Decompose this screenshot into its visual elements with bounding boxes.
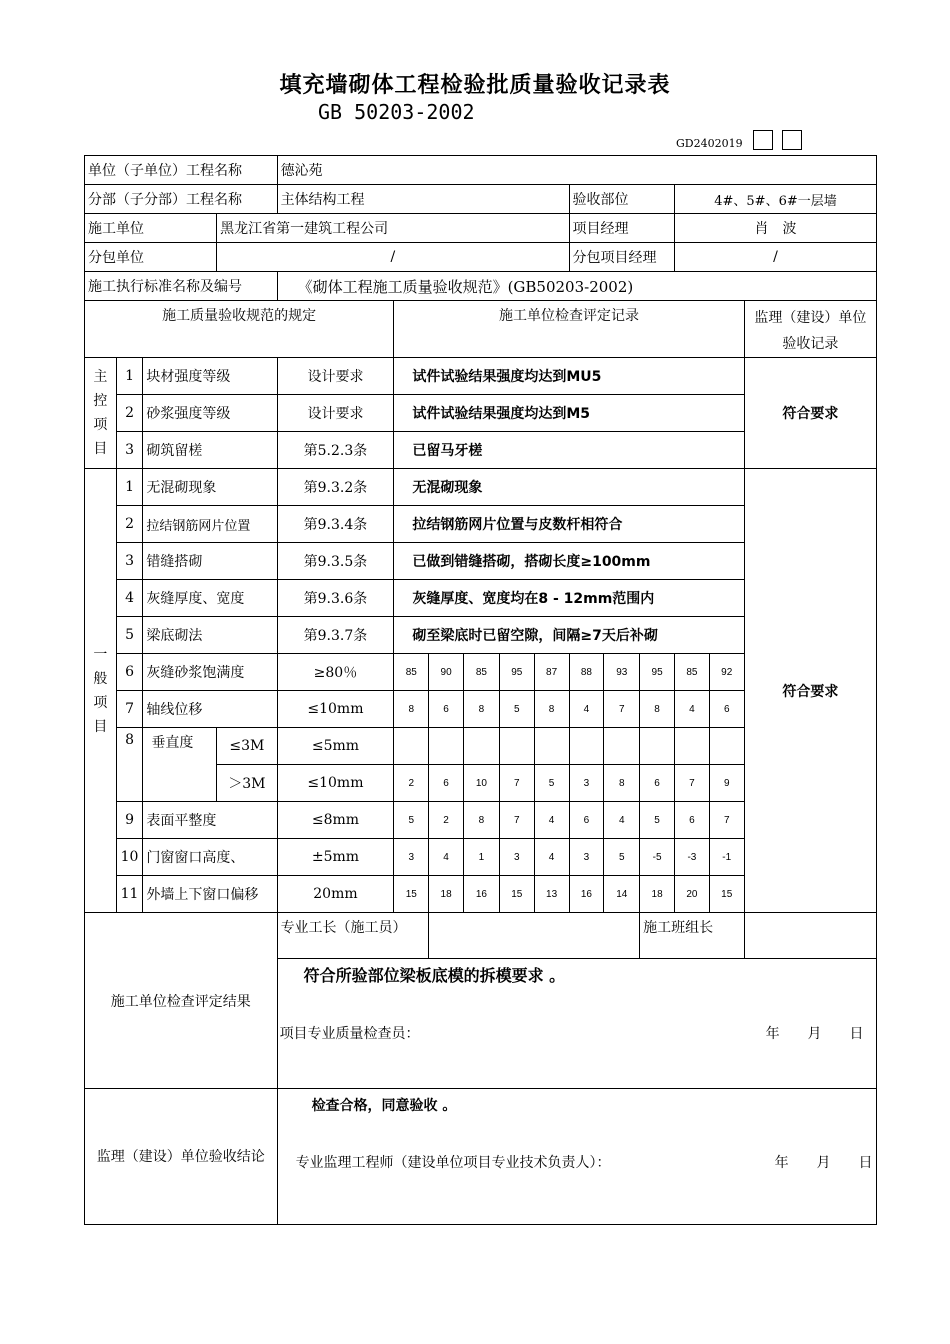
main-item-record[interactable]: 已留马牙槎	[394, 432, 744, 469]
main-item-no: 3	[116, 432, 143, 469]
general-item-no: 4	[116, 580, 143, 617]
unit-value[interactable]: 德沁苑	[277, 156, 876, 185]
measured-value[interactable]: 6	[709, 691, 744, 728]
measured-value[interactable]: 8	[534, 691, 569, 728]
measured-value[interactable]: 6	[429, 765, 464, 802]
measured-value[interactable]: 88	[569, 654, 604, 691]
measured-value[interactable]: 6	[640, 765, 675, 802]
measured-item-sub: ＞3M	[217, 765, 277, 802]
measured-value[interactable]: -5	[640, 839, 675, 876]
sub-pm-label: 分包项目经理	[569, 243, 675, 272]
measured-value[interactable]: 15	[709, 876, 744, 913]
general-item-name: 错缝搭砌	[143, 543, 277, 580]
main-item-req: 设计要求	[277, 358, 394, 395]
form-code-box-1[interactable]	[753, 130, 773, 150]
measured-item-no: 10	[116, 839, 143, 876]
record-col-header: 施工单位检查评定记录	[394, 301, 744, 358]
measured-value[interactable]: 5	[604, 839, 640, 876]
general-item-no: 2	[116, 506, 143, 543]
main-item-name: 块材强度等级	[143, 358, 277, 395]
measured-value[interactable]: -1	[709, 839, 744, 876]
measured-item-name: 灰缝砂浆饱满度	[143, 654, 277, 691]
general-item-name: 无混砌现象	[143, 469, 277, 506]
part-label: 验收部位	[569, 185, 675, 214]
measured-item-req: ≥80％	[277, 654, 394, 691]
measured-value[interactable]: 13	[534, 876, 569, 913]
measured-value-empty[interactable]	[640, 728, 675, 765]
general-item-req: 第9.3.2条	[277, 469, 394, 506]
measured-value[interactable]: 95	[499, 654, 534, 691]
measured-value[interactable]: 95	[640, 654, 675, 691]
general-item-record[interactable]: 已做到错缝搭砌，搭砌长度≥100mm	[394, 543, 744, 580]
measured-value[interactable]: 4	[569, 691, 604, 728]
general-item-no: 1	[116, 469, 143, 506]
builder-value[interactable]: 黑龙江省第一建筑工程公司	[217, 214, 569, 243]
measured-item-name: 门窗窗口高度、	[143, 839, 277, 876]
measured-value[interactable]: 2	[429, 802, 464, 839]
inspector-date[interactable]: 年 月 日	[765, 1026, 864, 1042]
measured-value[interactable]: 90	[429, 654, 464, 691]
measured-value[interactable]: 8	[394, 691, 429, 728]
measured-item-name: 轴线位移	[143, 691, 277, 728]
foreman-value[interactable]	[429, 913, 640, 959]
measured-value[interactable]: 7	[709, 802, 744, 839]
measured-value[interactable]: 5	[534, 765, 569, 802]
measured-value[interactable]: 18	[429, 876, 464, 913]
inspector-label: 项目专业质量检查员：	[279, 1026, 420, 1042]
main-item-record[interactable]: 试件试验结果强度均达到MU5	[394, 358, 744, 395]
measured-item-req: 20mm	[277, 876, 394, 913]
engineer-label: 专业监理工程师（建设单位项目专业技术负责人）：	[295, 1155, 611, 1171]
builder-result-text[interactable]: 符合所验部位梁板底模的拆模要求 。	[303, 966, 566, 985]
measured-value[interactable]: 7	[499, 765, 534, 802]
std-label: 施工执行标准名称及编号	[85, 272, 278, 301]
engineer-date[interactable]: 年 月 日	[774, 1155, 873, 1171]
main-item-req: 设计要求	[277, 395, 394, 432]
measured-value[interactable]: 8	[464, 802, 500, 839]
measured-value[interactable]: 4	[534, 802, 569, 839]
unit-label: 单位（子单位）工程名称	[85, 156, 278, 185]
measured-value[interactable]: 1	[464, 839, 500, 876]
measured-value-empty[interactable]	[604, 728, 640, 765]
measured-item-req: ≤8mm	[277, 802, 394, 839]
general-item-record[interactable]: 拉结钢筋网片位置与皮数杆相符合	[394, 506, 744, 543]
subcontract-value[interactable]: /	[217, 243, 569, 272]
measured-value[interactable]: 18	[640, 876, 675, 913]
pm-value[interactable]: 肖 波	[675, 214, 877, 243]
measured-value[interactable]: 2	[394, 765, 429, 802]
general-item-record[interactable]: 砌至梁底时已留空隙，间隔≥7天后补砌	[394, 617, 744, 654]
inspection-form	[84, 155, 877, 1225]
measured-value[interactable]: 7	[675, 765, 710, 802]
supervision-conclusion-text[interactable]: 检查合格，同意验收 。	[311, 1098, 457, 1114]
measured-value[interactable]: 7	[499, 802, 534, 839]
measured-item-no: 7	[116, 691, 143, 728]
general-result[interactable]: 符合要求	[744, 469, 876, 913]
main-item-name: 砂浆强度等级	[143, 395, 277, 432]
measured-value[interactable]: 85	[675, 654, 710, 691]
part-value[interactable]: 4#、5#、6#一层墙	[675, 185, 877, 214]
builder-result-label: 施工单位检查评定结果	[85, 913, 278, 1089]
measured-value[interactable]: 16	[464, 876, 500, 913]
pm-label: 项目经理	[569, 214, 675, 243]
measured-value[interactable]: 16	[569, 876, 604, 913]
measured-value[interactable]: 3	[499, 839, 534, 876]
measured-value-empty[interactable]	[675, 728, 710, 765]
sub-pm-value[interactable]: /	[675, 243, 877, 272]
form-title: 填充墙砌体工程检验批质量验收记录表	[279, 73, 671, 98]
measured-item-req: ≤10mm	[277, 765, 394, 802]
supervision-conclusion-area[interactable]	[277, 1089, 876, 1225]
measured-value-empty[interactable]	[499, 728, 534, 765]
team-leader-value[interactable]	[744, 913, 876, 959]
measured-value[interactable]: 87	[534, 654, 569, 691]
foreman-label: 专业工长（施工员）	[277, 913, 429, 959]
measured-item-no: 11	[116, 876, 143, 913]
general-item-record[interactable]: 灰缝厚度、宽度均在8 - 12mm范围内	[394, 580, 744, 617]
measured-item-no: 6	[116, 654, 143, 691]
general-item-name: 梁底砌法	[143, 617, 277, 654]
measured-value[interactable]: 6	[675, 802, 710, 839]
supervision-conclusion-label: 监理（建设）单位验收结论	[85, 1089, 278, 1225]
main-item-no: 1	[116, 358, 143, 395]
measured-value[interactable]: 4	[534, 839, 569, 876]
measured-value[interactable]: 92	[709, 654, 744, 691]
form-code-box-2[interactable]	[782, 130, 802, 150]
measured-value-empty[interactable]	[569, 728, 604, 765]
measured-value[interactable]: 8	[464, 691, 500, 728]
general-item-req: 第9.3.4条	[277, 506, 394, 543]
spec-col-header: 施工质量验收规范的规定	[85, 301, 394, 358]
main-item-record[interactable]: 试件试验结果强度均达到M5	[394, 395, 744, 432]
measured-value[interactable]: 85	[464, 654, 500, 691]
measured-value-empty[interactable]	[464, 728, 500, 765]
general-items-label: 一般项目	[85, 469, 117, 913]
general-item-req: 第9.3.6条	[277, 580, 394, 617]
measured-value[interactable]: 9	[709, 765, 744, 802]
measured-item-name: 垂直度	[143, 728, 217, 802]
measured-value[interactable]: 7	[604, 691, 640, 728]
measured-value[interactable]: 3	[394, 839, 429, 876]
measured-value[interactable]: 8	[640, 691, 675, 728]
general-item-no: 5	[116, 617, 143, 654]
builder-label: 施工单位	[85, 214, 217, 243]
subcontract-label: 分包单位	[85, 243, 217, 272]
measured-item-req: ±5mm	[277, 839, 394, 876]
measured-value[interactable]: 8	[604, 765, 640, 802]
measured-value[interactable]: 4	[429, 839, 464, 876]
measured-value[interactable]: 6	[429, 691, 464, 728]
measured-value[interactable]: 4	[675, 691, 710, 728]
measured-value-empty[interactable]	[429, 728, 464, 765]
main-result[interactable]: 符合要求	[744, 358, 876, 469]
general-item-name: 灰缝厚度、宽度	[143, 580, 277, 617]
measured-value[interactable]: 3	[569, 765, 604, 802]
measured-value[interactable]: 10	[464, 765, 500, 802]
measured-value[interactable]: 93	[604, 654, 640, 691]
builder-result-area[interactable]	[277, 959, 876, 1089]
main-items-label: 主控项目	[85, 358, 117, 469]
measured-value[interactable]: 14	[604, 876, 640, 913]
measured-value[interactable]: 5	[394, 802, 429, 839]
measured-item-no: 9	[116, 802, 143, 839]
measured-value[interactable]: 15	[499, 876, 534, 913]
main-item-req: 第5.2.3条	[277, 432, 394, 469]
measured-value[interactable]: -3	[675, 839, 710, 876]
measured-item-sub: ≤3M	[217, 728, 277, 765]
general-item-name: 拉结钢筋网片位置	[143, 506, 277, 543]
team-leader-label: 施工班组长	[640, 913, 744, 959]
main-item-no: 2	[116, 395, 143, 432]
form-code: GD2402019	[676, 137, 743, 150]
subpart-label: 分部（子分部）工程名称	[85, 185, 278, 214]
main-item-name: 砌筑留槎	[143, 432, 277, 469]
subpart-value[interactable]: 主体结构工程	[277, 185, 569, 214]
measured-value[interactable]: 20	[675, 876, 710, 913]
general-item-record[interactable]: 无混砌现象	[394, 469, 744, 506]
measured-value[interactable]: 5	[640, 802, 675, 839]
measured-item-req: ≤5mm	[277, 728, 394, 765]
measured-value[interactable]: 5	[499, 691, 534, 728]
measured-item-name: 外墙上下窗口偏移	[143, 876, 277, 913]
measured-value-empty[interactable]	[394, 728, 429, 765]
standard-code: GB 50203-2002	[318, 100, 475, 124]
measured-item-req: ≤10mm	[277, 691, 394, 728]
std-value[interactable]: 《砌体工程施工质量验收规范》(GB50203-2002)	[277, 272, 876, 301]
general-item-req: 第9.3.5条	[277, 543, 394, 580]
measured-value[interactable]: 15	[394, 876, 429, 913]
measured-value[interactable]: 6	[569, 802, 604, 839]
general-item-req: 第9.3.7条	[277, 617, 394, 654]
measured-item-no: 8	[116, 728, 143, 802]
measured-value-empty[interactable]	[534, 728, 569, 765]
measured-value-empty[interactable]	[709, 728, 744, 765]
measured-value[interactable]: 3	[569, 839, 604, 876]
general-item-no: 3	[116, 543, 143, 580]
measured-value[interactable]: 85	[394, 654, 429, 691]
measured-value[interactable]: 4	[604, 802, 640, 839]
measured-item-name: 表面平整度	[143, 802, 277, 839]
supervision-col-header: 监理（建设）单位验收记录	[744, 301, 876, 358]
